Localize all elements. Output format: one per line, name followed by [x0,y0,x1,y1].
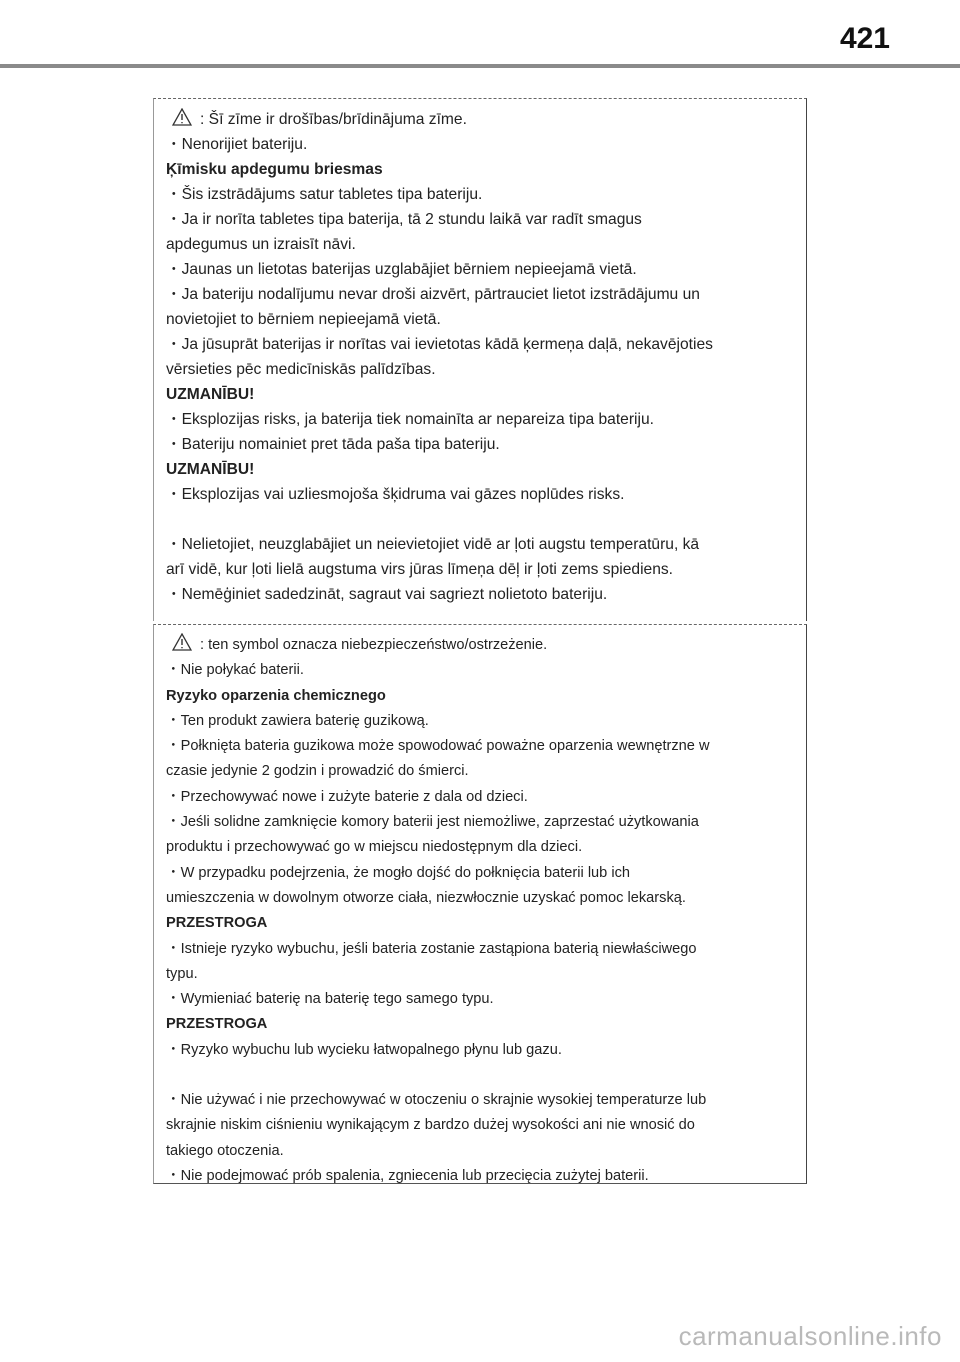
text-line [166,810,786,835]
line-text: arī vidē, kur ļoti lielā augstuma virs jūras līmeņa dēļ ir ļoti zems spiediens. [166,561,674,578]
watermark: carmanualsonline.info [678,1321,942,1351]
line-text: ・Nelietojiet, neuzglabājiet un neievietojiet vidē ar ļoti augstu temperatūru, kā [166,536,700,553]
section-heading [166,157,786,182]
line-text: skrajnie niskim ciśnieniu wynikającym z bardzo dużej wysokości ani nie wnosić do [166,1117,695,1134]
text-line [166,987,786,1012]
text-line [166,107,786,132]
text-line [166,257,786,282]
text-line [166,658,786,683]
text-line [166,282,786,307]
text-line [166,182,786,207]
line-text: ・Ten produkt zawiera baterię guzikową. [166,712,429,729]
line-text: ・Šis izstrādājums satur tabletes tipa bateriju. [166,186,483,203]
warning-triangle-icon [172,108,192,126]
polish-warning-text [154,625,806,1189]
page-number: 421 [839,22,890,55]
text-line [166,1113,786,1138]
text-line [166,759,786,784]
text-line [166,132,786,157]
text-line [166,861,786,886]
line-text: produktu i przechowywać go w miejscu niedostępnym dla dzieci. [166,839,583,856]
line-text: ・Ryzyko wybuchu lub wycieku łatwopalnego płynu lub gazu. [166,1041,562,1058]
line-text: takiego otoczenia. [166,1142,284,1159]
line-text: vērsieties pēc medicīniskās palīdzības. [166,361,436,378]
section-heading [166,684,786,709]
text-line [166,407,786,432]
text-line [166,886,786,911]
text-line [166,357,786,382]
line-text: ・W przypadku podejrzenia, że mogło dojść do połknięcia baterii lub ich [166,864,631,881]
text-line [166,734,786,759]
text-line [166,332,786,357]
line-text: apdegumus un izraisīt nāvi. [166,236,356,253]
line-text: ・Ja jūsuprāt baterijas ir norītas vai ievietotas kādā ķermeņa daļā, nekavējoties [166,336,713,353]
text-line [166,633,786,658]
line-text: ・Istnieje ryzyko wybuchu, jeśli bateria zostanie zastąpiona baterią niewłaściwego [166,940,697,957]
text-line [166,482,786,507]
line-text: PRZESTROGA [166,915,268,932]
text-line [166,962,786,987]
line-text: UZMANĪBU! [166,386,255,403]
line-text: czasie jedynie 2 godzin i prowadzić do śmierci. [166,763,469,780]
line-text: typu. [166,965,198,982]
section-heading [166,382,786,407]
section-heading [166,457,786,482]
line-text: ・Przechowywać nowe i zużyte baterie z dala od dzieci. [166,788,528,805]
text-line [166,432,786,457]
text-line [166,232,786,257]
text-line [166,582,786,607]
text-line [166,207,786,232]
line-text: ・Jeśli solidne zamknięcie komory baterii jest niemożliwe, zaprzestać użytkowania [166,814,699,831]
text-line [166,532,786,557]
line-text: novietojiet to bērniem nepieejamā vietā. [166,311,441,328]
line-text: umieszczenia w dowolnym otworze ciała, niezwłocznie uzyskać pomoc lekarską. [166,889,686,906]
text-line [166,1038,786,1063]
text-line [166,307,786,332]
warning-triangle-icon [172,633,192,651]
line-text: ・Nie podejmować prób spalenia, zgniecenia lub przecięcia zużytej baterii. [166,1167,649,1184]
line-text: ・Ja ir norīta tabletes tipa baterija, tā 2 stundu laikā var radīt smagus [166,211,642,228]
polish-warning-box [153,624,807,1184]
line-text: ・Bateriju nomainiet pret tāda paša tipa bateriju. [166,436,500,453]
paragraph-gap [166,1063,786,1088]
line-text: Ķīmisku apdegumu briesmas [166,161,383,178]
section-heading [166,911,786,936]
line-text: ・Ja bateriju nodalījumu nevar droši aizvērt, pārtrauciet lietot izstrādājumu un [166,286,700,303]
line-text: Ryzyko oparzenia chemicznego [166,687,386,704]
line-text: : Šī zīme ir drošības/brīdinājuma zīme. [200,111,467,128]
line-text: ・Nemēģiniet sadedzināt, sagraut vai sagriezt nolietoto bateriju. [166,586,608,603]
line-text: : ten symbol oznacza niebezpieczeństwo/ostrzeżenie. [200,637,548,653]
line-text: ・Nie używać i nie przechowywać w otoczeniu o skrajnie wysokiej temperaturze lub [166,1092,707,1109]
line-text: UZMANĪBU! [166,461,255,478]
line-text: ・Wymieniać baterię na baterię tego samego typu. [166,991,494,1008]
text-line [166,1139,786,1164]
line-text: ・Nie połykać baterii. [166,662,304,679]
text-line [166,1088,786,1113]
text-line [166,835,786,860]
text-line [166,557,786,582]
line-text: ・Eksplozijas vai uzliesmojoša šķidruma vai gāzes noplūdes risks. [166,486,625,503]
line-text: ・Jaunas un lietotas baterijas uzglabājiet bērniem nepieejamā vietā. [166,261,637,278]
text-line [166,937,786,962]
header-rule [0,64,960,68]
line-text: ・Połknięta bateria guzikowa może spowodować poważne oparzenia wewnętrzne w [166,738,710,755]
latvian-warning-box [153,98,807,621]
line-text: ・Nenorijiet bateriju. [166,136,308,153]
line-text: PRZESTROGA [166,1016,268,1033]
text-line [166,709,786,734]
latvian-warning-text [154,99,806,607]
section-heading [166,1012,786,1037]
line-text: ・Eksplozijas risks, ja baterija tiek nomainīta ar nepareiza tipa bateriju. [166,411,654,428]
paragraph-gap [166,507,786,532]
text-line [166,1164,786,1189]
text-line [166,785,786,810]
